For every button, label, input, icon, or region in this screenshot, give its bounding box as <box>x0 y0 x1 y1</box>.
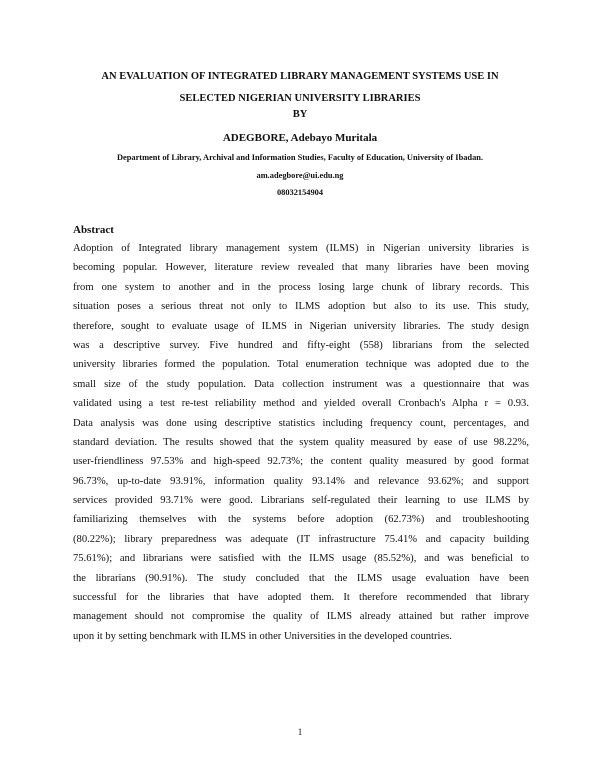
abstract-line: standard deviation. The results showed that the system quality measured by ease of use 98.22%, <box>73 436 529 448</box>
paper-title <box>60 66 540 110</box>
abstract-line: familiarizing themselves with the systems before adoption (62.73%) and troubleshooting <box>73 514 529 526</box>
abstract-line: small size of the study population. Data collection instrument was a questionnaire that was <box>73 378 529 390</box>
abstract-line: user-friendliness 97.53% and high-speed 92.73%; the content quality measured by good format <box>73 456 529 468</box>
author-phone: 08032154904 <box>276 188 324 197</box>
abstract-line: upon it by setting benchmark with ILMS in other Universities in the developed countries. <box>73 630 452 642</box>
abstract-line: services provided 93.71% were good. Librarians self-regulated their learning to use ILMS by <box>73 495 529 507</box>
abstract-line: from one system to another and in the process losing large chunk of library records. This <box>73 281 529 293</box>
abstract-line: becoming popular. However, literature review revealed that many libraries have been moving <box>73 262 529 274</box>
abstract-line: Adoption of Integrated library management system (ILMS) in Nigerian university libraries is <box>73 243 529 254</box>
title-line-2: SELECTED NIGERIAN UNIVERSITY LIBRARIES <box>179 93 421 104</box>
abstract-line: university libraries formed the population. Total enumeration technique was adopted due to the <box>73 359 529 371</box>
abstract-line: Data analysis was done using descriptive statistics including frequency count, percentages, and <box>73 417 529 429</box>
abstract-line: validated using a test re-test reliability method and yielded overall Cronbach's Alpha r = 0.93. <box>73 398 529 410</box>
abstract-line: the librarians (90.91%). The study concluded that the ILMS usage evaluation have been <box>73 572 529 584</box>
author-affiliation: Department of Library, Archival and Information Studies, Faculty of Education, University of Ibadan. <box>116 153 484 162</box>
abstract-line: management should not compromise the quality of ILMS already attained but rather improve <box>73 611 529 623</box>
author-email: am.adegbore@ui.edu.ng <box>256 171 344 180</box>
page-number: 1 <box>297 727 303 737</box>
abstract-line: (80.22%); library preparedness was adequate (IT infrastructure 75.41% and capacity building <box>73 533 529 545</box>
abstract-line: 96.73%, up-to-date 93.91%, information quality 93.14% and relevance 93.62%; and support <box>73 475 529 487</box>
title-line-1: AN EVALUATION OF INTEGRATED LIBRARY MANAGEMENT SYSTEMS USE IN <box>101 71 499 82</box>
abstract-line: 75.61%); and librarians were satisfied with the ILMS usage (85.52%), and was beneficial to <box>73 553 529 565</box>
abstract-body <box>73 239 529 646</box>
abstract-line: therefore, sought to evaluate usage of ILMS in Nigerian university libraries. The study design <box>73 320 529 332</box>
abstract-heading: Abstract <box>73 224 114 236</box>
abstract-line: successful for the libraries that have adopted them. It therefore recommended that library <box>73 592 529 604</box>
abstract-line: was a descriptive survey. Five hundred and fifty-eight (558) librarians from the selected <box>73 339 529 351</box>
by-label: BY <box>292 109 308 120</box>
author-name: ADEGBORE, Adebayo Muritala <box>222 132 378 144</box>
abstract-line: situation poses a serious threat not only to ILMS adoption but also to its use. This study, <box>73 301 529 313</box>
